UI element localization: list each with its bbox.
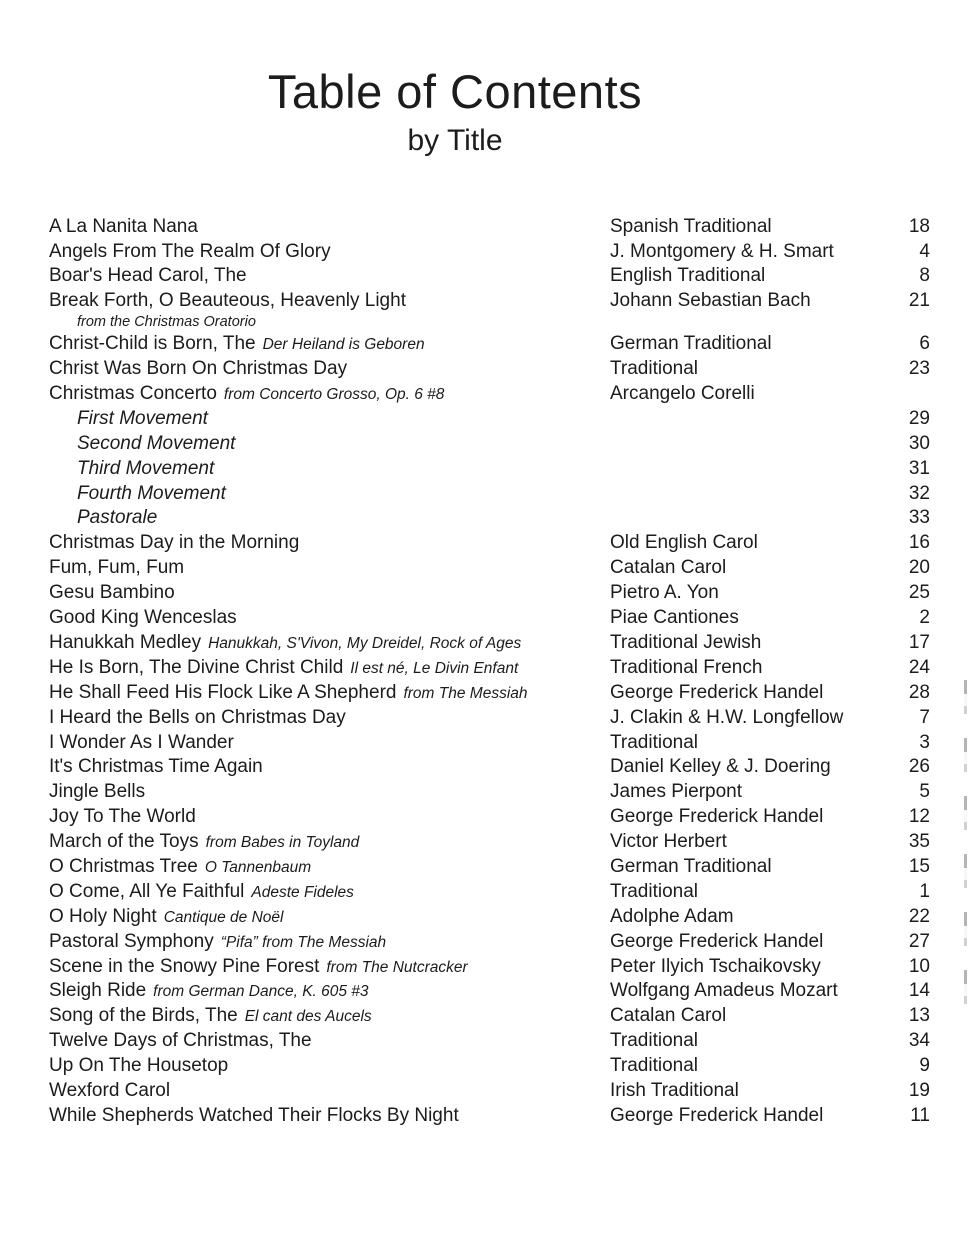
toc-row (49, 557, 930, 582)
entry-title: O Holy Night (49, 905, 157, 927)
scan-artifact-strip (964, 680, 967, 1010)
entry-page-number: 12 (908, 806, 930, 828)
entry-title: Gesu Bambino (49, 582, 175, 604)
entry-composer: German Traditional (610, 855, 772, 877)
entry-note: from Concerto Grosso, Op. 6 #8 (223, 386, 445, 404)
entry-composer: Daniel Kelley & J. Doering (610, 756, 831, 778)
toc-row (49, 1055, 930, 1080)
entry-page-number: 14 (908, 980, 930, 1002)
entry-title-cell (49, 241, 610, 263)
entry-title: Angels From The Realm Of Glory (49, 240, 331, 262)
entry-title: Christ Was Born On Christmas Day (49, 358, 348, 380)
entry-page-number: 22 (908, 905, 930, 927)
entry-title: Christmas Concerto (49, 383, 217, 405)
entry-composer: Johann Sebastian Bach (610, 290, 811, 312)
entry-page-number: 24 (908, 656, 930, 678)
toc-row (49, 756, 930, 781)
entry-title: March of the Toys (49, 831, 199, 853)
entry-title: He Shall Feed His Flock Like A Shepherd (49, 681, 397, 703)
entry-title-cell (49, 732, 610, 754)
entry-composer: Irish Traditional (610, 1079, 739, 1101)
entry-title-cell (49, 707, 610, 729)
toc-row (49, 856, 930, 881)
entry-page-number: 28 (908, 681, 930, 703)
entry-title: I Heard the Bells on Christmas Day (49, 706, 346, 728)
entry-title-cell (49, 881, 610, 903)
toc-row (49, 831, 930, 856)
toc-list (0, 216, 969, 1130)
entry-page-number: 7 (919, 706, 930, 728)
entry-title: Good King Wenceslas (49, 607, 237, 629)
entry-page-number: 18 (908, 215, 930, 237)
entry-title-cell (49, 781, 610, 803)
entry-note: “Pifa” from The Messiah (220, 933, 387, 951)
page-header (0, 0, 910, 158)
entry-title-cell (49, 216, 610, 238)
entry-title-cell (49, 980, 610, 1002)
entry-title: Up On The Housetop (49, 1055, 229, 1077)
entry-title: While Shepherds Watched Their Flocks By Night (49, 1104, 459, 1126)
entry-title-cell (49, 632, 610, 654)
entry-title: Christ-Child is Born, The (49, 333, 256, 355)
entry-title-cell (49, 532, 610, 554)
toc-row (49, 881, 930, 906)
entry-note: Cantique de Noël (163, 908, 284, 926)
toc-row (49, 1080, 930, 1105)
entry-title: Christmas Day in the Morning (49, 532, 300, 554)
entry-page-number: 6 (919, 333, 930, 355)
entry-title-cell (49, 1030, 610, 1052)
entry-title: Twelve Days of Christmas, The (49, 1030, 312, 1052)
toc-row (49, 956, 930, 981)
toc-row (49, 980, 930, 1005)
toc-row (49, 408, 930, 433)
page-title: Table of Contents (267, 65, 643, 118)
entry-page-number: 20 (908, 557, 930, 579)
entry-title: O Christmas Tree (49, 855, 198, 877)
entry-note: Der Heiland is Geboren (262, 336, 425, 354)
entry-composer: J. Montgomery & H. Smart (610, 240, 834, 262)
entry-page-number: 21 (908, 290, 930, 312)
entry-composer: George Frederick Handel (610, 930, 824, 952)
entry-title-cell (49, 1055, 610, 1077)
entry-page-number: 3 (919, 731, 930, 753)
entry-title-cell (49, 806, 610, 828)
entry-title-cell (49, 1005, 610, 1027)
toc-row (49, 906, 930, 931)
entry-composer: Traditional (610, 731, 699, 753)
entry-title: Third Movement (77, 457, 215, 479)
entry-page-number: 33 (908, 507, 930, 529)
entry-title-cell (49, 956, 610, 978)
entry-composer: German Traditional (610, 333, 772, 355)
toc-row (49, 607, 930, 632)
entry-title-cell (49, 756, 610, 778)
entry-composer: Traditional (610, 1030, 699, 1052)
entry-title-cell (49, 931, 610, 953)
entry-composer: Arcangelo Corelli (610, 383, 755, 405)
toc-row (49, 290, 930, 315)
entry-title-cell (49, 265, 610, 287)
entry-composer: Traditional (610, 358, 699, 380)
entry-title: Scene in the Snowy Pine Forest (49, 955, 320, 977)
entry-composer: George Frederick Handel (610, 806, 824, 828)
entry-composer: James Pierpont (610, 781, 743, 803)
entry-title: First Movement (77, 407, 208, 429)
entry-page-number: 30 (908, 432, 930, 454)
entry-note: Adeste Fideles (251, 883, 354, 901)
toc-row (49, 458, 930, 483)
entry-page-number: 17 (908, 631, 930, 653)
toc-row (49, 383, 930, 408)
entry-title: Second Movement (77, 432, 236, 454)
entry-title: A La Nanita Nana (49, 215, 198, 237)
toc-row (49, 216, 930, 241)
entry-page-number: 19 (908, 1079, 930, 1101)
entry-composer: George Frederick Handel (610, 681, 824, 703)
entry-title-cell (49, 682, 610, 704)
entry-page-number: 8 (919, 265, 930, 287)
entry-title-cell (49, 358, 610, 380)
entry-page-number: 9 (919, 1055, 930, 1077)
entry-composer: Old English Carol (610, 532, 758, 554)
entry-title-cell (49, 1105, 610, 1127)
entry-note: Hanukkah, S'Vivon, My Dreidel, Rock of Ages (208, 634, 522, 652)
entry-title: I Wonder As I Wander (49, 731, 234, 753)
entry-page-number: 23 (908, 358, 930, 380)
entry-note: O Tannenbaum (204, 858, 312, 876)
entry-title: Wexford Carol (49, 1079, 171, 1101)
entry-title: Fum, Fum, Fum (49, 557, 185, 579)
entry-title-cell (49, 831, 610, 853)
toc-row (49, 931, 930, 956)
toc-row (49, 582, 930, 607)
entry-page-number: 1 (919, 880, 930, 902)
toc-row (49, 333, 930, 358)
entry-composer: Traditional (610, 880, 699, 902)
toc-row (49, 265, 930, 290)
entry-page-number: 26 (908, 756, 930, 778)
entry-composer: Wolfgang Amadeus Mozart (610, 980, 838, 1002)
toc-row (49, 806, 930, 831)
entry-composer: Adolphe Adam (610, 905, 734, 927)
entry-page-number: 32 (908, 482, 930, 504)
entry-title: Sleigh Ride (49, 980, 147, 1002)
entry-note: from German Dance, K. 605 #3 (153, 983, 369, 1001)
entry-title-cell (49, 557, 610, 579)
entry-page-number: 35 (908, 831, 930, 853)
entry-page-number: 10 (908, 955, 930, 977)
entry-title: Pastoral Symphony (49, 930, 214, 952)
entry-title: He Is Born, The Divine Christ Child (49, 656, 344, 678)
toc-row (49, 358, 930, 383)
toc-row (49, 483, 930, 508)
entry-composer: Pietro A. Yon (610, 582, 719, 604)
entry-title: Boar's Head Carol, The (49, 265, 247, 287)
entry-title: Joy To The World (49, 806, 196, 828)
entry-composer: Spanish Traditional (610, 215, 772, 237)
entry-title-cell (49, 507, 610, 529)
toc-row (49, 433, 930, 458)
entry-title-cell (49, 607, 610, 629)
entry-composer: English Traditional (610, 265, 766, 287)
entry-page-number: 2 (919, 607, 930, 629)
entry-composer: Catalan Carol (610, 1005, 727, 1027)
entry-note: from The Messiah (403, 684, 528, 702)
entry-page-number: 31 (908, 457, 930, 479)
entry-title-cell (49, 582, 610, 604)
toc-row (49, 507, 930, 532)
entry-note: from The Nutcracker (326, 958, 468, 976)
entry-title-cell (49, 657, 610, 679)
entry-title-cell (49, 906, 610, 928)
entry-composer: Peter Ilyich Tschaikovsky (610, 955, 821, 977)
entry-composer: Catalan Carol (610, 557, 727, 579)
entry-composer: Victor Herbert (610, 831, 727, 853)
entry-title: Hanukkah Medley (49, 631, 202, 653)
entry-title: Song of the Birds, The (49, 1005, 238, 1027)
toc-row (49, 632, 930, 657)
entry-note: El cant des Aucels (244, 1008, 372, 1026)
entry-title-cell (49, 290, 610, 312)
entry-title: It's Christmas Time Again (49, 756, 263, 778)
toc-row (49, 1030, 930, 1055)
entry-page-number: 27 (908, 930, 930, 952)
entry-page-number: 5 (919, 781, 930, 803)
toc-row (49, 1105, 930, 1130)
entry-page-number: 11 (910, 1104, 930, 1126)
toc-row (49, 781, 930, 806)
entry-title-cell (49, 856, 610, 878)
entry-note: Il est né, Le Divin Enfant (350, 659, 519, 677)
entry-composer: J. Clakin & H.W. Longfellow (610, 706, 844, 728)
toc-row (49, 707, 930, 732)
entry-title-cell (49, 433, 610, 455)
page-subtitle: by Title (407, 123, 503, 157)
toc-row (49, 732, 930, 757)
toc-row (49, 241, 930, 266)
entry-title-cell (49, 383, 610, 405)
toc-row (49, 1005, 930, 1030)
entry-page-number: 13 (908, 1005, 930, 1027)
entry-title: Fourth Movement (77, 482, 226, 504)
entry-page-number: 16 (908, 532, 930, 554)
entry-page-number: 29 (908, 407, 930, 429)
entry-title-cell (49, 458, 610, 480)
entry-title-cell (49, 483, 610, 505)
toc-row (49, 532, 930, 557)
entry-page-number: 25 (908, 582, 930, 604)
toc-row (49, 657, 930, 682)
entry-page-number: 4 (919, 240, 930, 262)
entry-title: Jingle Bells (49, 781, 146, 803)
entry-note: from Babes in Toyland (205, 834, 360, 852)
entry-title: O Come, All Ye Faithful (49, 880, 245, 902)
entry-composer: Traditional Jewish (610, 631, 762, 653)
entry-composer: George Frederick Handel (610, 1104, 824, 1126)
entry-page-number: 34 (908, 1030, 930, 1052)
toc-row (49, 682, 930, 707)
entry-subnote: from the Christmas Oratorio (77, 314, 256, 331)
entry-title: Break Forth, O Beauteous, Heavenly Light (49, 290, 406, 312)
entry-composer: Traditional French (610, 656, 763, 678)
entry-title-cell (49, 1080, 610, 1102)
entry-title: Pastorale (77, 507, 158, 529)
entry-composer: Traditional (610, 1055, 699, 1077)
entry-composer: Piae Cantiones (610, 607, 739, 629)
entry-title-cell (49, 408, 610, 430)
entry-title-cell (49, 333, 610, 355)
entry-page-number: 15 (908, 855, 930, 877)
